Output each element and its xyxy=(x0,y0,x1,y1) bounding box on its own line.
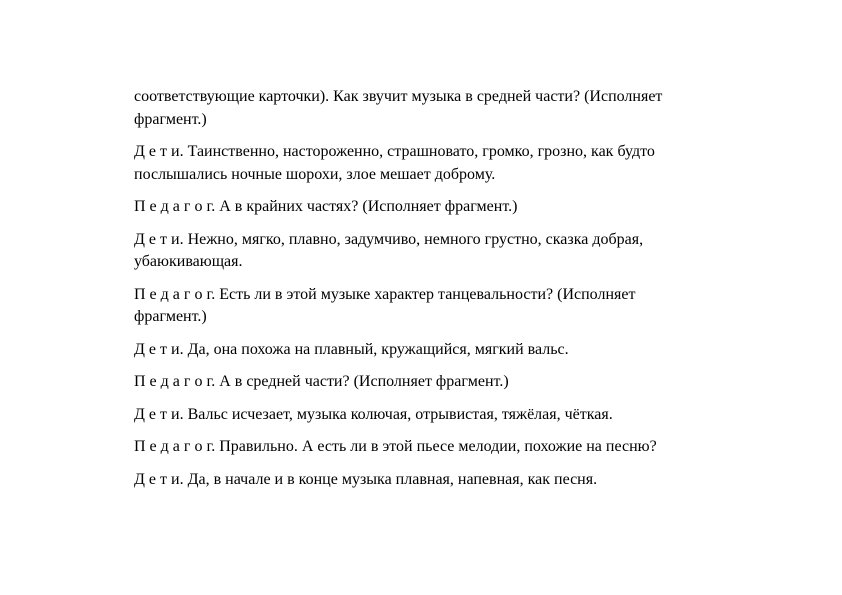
paragraph-2 xyxy=(134,141,734,186)
document-body xyxy=(134,86,734,501)
paragraph-7-line-1: П е д а г о г. А в средней части? (Исполняет фрагмент.) xyxy=(134,373,509,390)
paragraph-5-line-1: П е д а г о г. Есть ли в этой музыке характер танцевальности? (Исполняет xyxy=(134,285,636,303)
paragraph-9 xyxy=(134,436,734,459)
paragraph-6 xyxy=(134,339,734,362)
paragraph-8-line-1: Д е т и. Вальс исчезает, музыка колючая, отрывистая, тяжёлая, чёткая. xyxy=(134,405,613,423)
paragraph-7 xyxy=(134,371,734,394)
paragraph-4 xyxy=(134,229,734,274)
paragraph-3-line-1: П е д а г о г. А в крайних частях? (Исполняет фрагмент.) xyxy=(134,198,518,215)
paragraph-9-line-1: П е д а г о г. Правильно. А есть ли в этой пьесе мелодии, похожие на песню? xyxy=(134,438,657,455)
paragraph-4-line-2: убаюкивающая. xyxy=(134,253,243,270)
paragraph-3 xyxy=(134,196,734,219)
paragraph-2-line-2: послышались ночные шорохи, злое мешает доброму. xyxy=(134,165,496,183)
paragraph-5-line-2: фрагмент.) xyxy=(134,308,207,325)
paragraph-4-line-1: Д е т и. Нежно, мягко, плавно, задумчиво, немного грустно, сказка добрая, xyxy=(134,230,644,248)
paragraph-8 xyxy=(134,404,734,427)
paragraph-1-line-1: соответствующие карточки). Как звучит музыка в средней части? (Исполняет xyxy=(134,88,663,105)
paragraph-10-line-1: Д е т и. Да, в начале и в конце музыка плавная, напевная, как песня. xyxy=(134,470,598,488)
paragraph-10 xyxy=(134,469,734,492)
paragraph-1-line-2: фрагмент.) xyxy=(134,110,207,128)
paragraph-6-line-1: Д е т и. Да, она похожа на плавный, кружащийся, мягкий вальс. xyxy=(134,340,569,358)
paragraph-2-line-1: Д е т и. Таинственно, настороженно, страшновато, громко, грозно, как будто xyxy=(134,143,655,160)
paragraph-5 xyxy=(134,284,734,329)
paragraph-1 xyxy=(134,86,734,131)
